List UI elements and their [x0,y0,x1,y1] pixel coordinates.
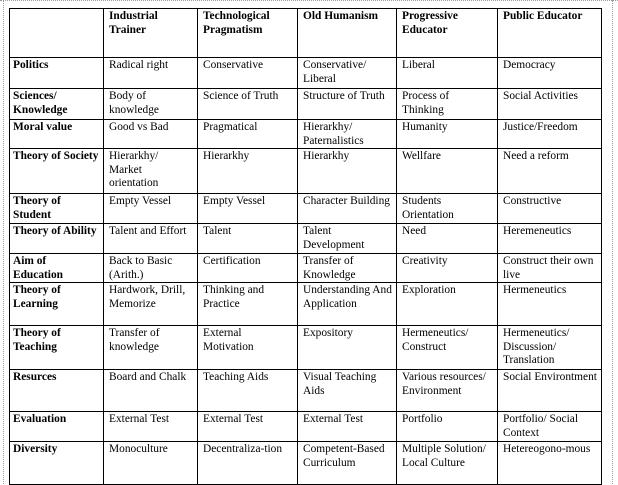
table-cell: Hermeneutics [498,283,602,326]
table-cell: Hardwork, Drill, Memorize [104,283,198,326]
table-row [10,224,602,254]
table-cell: Transfer of Knowledge [298,254,397,283]
table-cell: External Test [298,412,397,442]
row-label: Resurces [10,370,104,412]
page-guide-left [3,0,4,484]
table-cell: External Test [198,412,298,442]
table-cell: Structure of Truth [298,89,397,120]
table-cell: Liberal [397,58,498,89]
table-row [10,412,602,442]
table-cell: Talent and Effort [104,224,198,254]
row-label: Aim of Education [10,254,104,283]
table-cell: Students Orientation [397,194,498,224]
table-row [10,120,602,149]
row-label: Theory of Ability [10,224,104,254]
table-cell: Hierarkhy/ Market orientation [104,149,198,194]
table-cell: Body of knowledge [104,89,198,120]
table-cell: Construct their own live [498,254,602,283]
table-cell: Multiple Solution/ Local Culture [397,442,498,485]
table-row [10,58,602,89]
header-row [10,9,602,58]
table-cell: Various resources/ Environment [397,370,498,412]
column-header-technological-pragmatism: Technological Pragmatism [198,9,298,58]
table-row [10,89,602,120]
table-cell: Heremeneutics [498,224,602,254]
table-cell: Transfer of knowledge [104,326,198,370]
table-cell: Talent [198,224,298,254]
table-row [10,442,602,485]
column-header-public-educator: Public Educator [498,9,602,58]
table-cell: Hermeneutics/ Discussion/ Translation [498,326,602,370]
row-label: Politics [10,58,104,89]
comparison-table [9,8,602,485]
table-cell: Hierarkhy/ Paternalistics [298,120,397,149]
table-cell: Talent Development [298,224,397,254]
table-cell: Teaching Aids [198,370,298,412]
row-label: Diversity [10,442,104,485]
corner-cell [10,9,104,58]
table-cell: Radical right [104,58,198,89]
row-label: Moral value [10,120,104,149]
page-guide-right [612,0,613,484]
table-cell: Conservative/ Liberal [298,58,397,89]
table-row [10,149,602,194]
table-cell: Character Building [298,194,397,224]
table-cell: Board and Chalk [104,370,198,412]
row-label: Theory of Learning [10,283,104,326]
table-cell: External Test [104,412,198,442]
table-row [10,194,602,224]
table-cell: Portfolio/ Social Context [498,412,602,442]
row-label: Sciences/ Knowledge [10,89,104,120]
table-cell: Empty Vessel [104,194,198,224]
table-cell: Certification [198,254,298,283]
page-guide-top [0,0,618,1]
table-cell: Science of Truth [198,89,298,120]
table-cell: External Motivation [198,326,298,370]
table-cell: Justice/Freedom [498,120,602,149]
column-header-industrial-trainer: Industrial Trainer [104,9,198,58]
table-cell: Competent-Based Curriculum [298,442,397,485]
table-cell: Pragmatical [198,120,298,149]
table-cell: Hermeneutics/ Construct [397,326,498,370]
table-cell: Empty Vessel [198,194,298,224]
table-cell: Creativity [397,254,498,283]
table-cell: Process of Thinking [397,89,498,120]
table-cell: Hierarkhy [298,149,397,194]
table-row [10,370,602,412]
table-cell: Need [397,224,498,254]
table-row [10,254,602,283]
table-cell: Expository [298,326,397,370]
row-label: Evaluation [10,412,104,442]
table-cell: Exploration [397,283,498,326]
table-cell: Constructive [498,194,602,224]
table-cell: Wellfare [397,149,498,194]
table-row [10,283,602,326]
table-cell: Portfolio [397,412,498,442]
row-label: Theory of Teaching [10,326,104,370]
table-cell: Hetereogono-mous [498,442,602,485]
table-cell: Good vs Bad [104,120,198,149]
table-cell: Monoculture [104,442,198,485]
table-cell: Humanity [397,120,498,149]
table-cell: Back to Basic (Arith.) [104,254,198,283]
table-cell: Need a reform [498,149,602,194]
table-cell: Visual Teaching Aids [298,370,397,412]
table-cell: Thinking and Practice [198,283,298,326]
row-label: Theory of Society [10,149,104,194]
table-cell: Social Environtment [498,370,602,412]
table-cell: Understanding And Application [298,283,397,326]
column-header-old-humanism: Old Humanism [298,9,397,58]
table-cell: Democracy [498,58,602,89]
column-header-progressive-educator: Progressive Educator [397,9,498,58]
table-cell: Decentraliza-tion [198,442,298,485]
table-cell: Social Activities [498,89,602,120]
row-label: Theory of Student [10,194,104,224]
table-cell: Conservative [198,58,298,89]
table-cell: Hierarkhy [198,149,298,194]
table-row [10,326,602,370]
